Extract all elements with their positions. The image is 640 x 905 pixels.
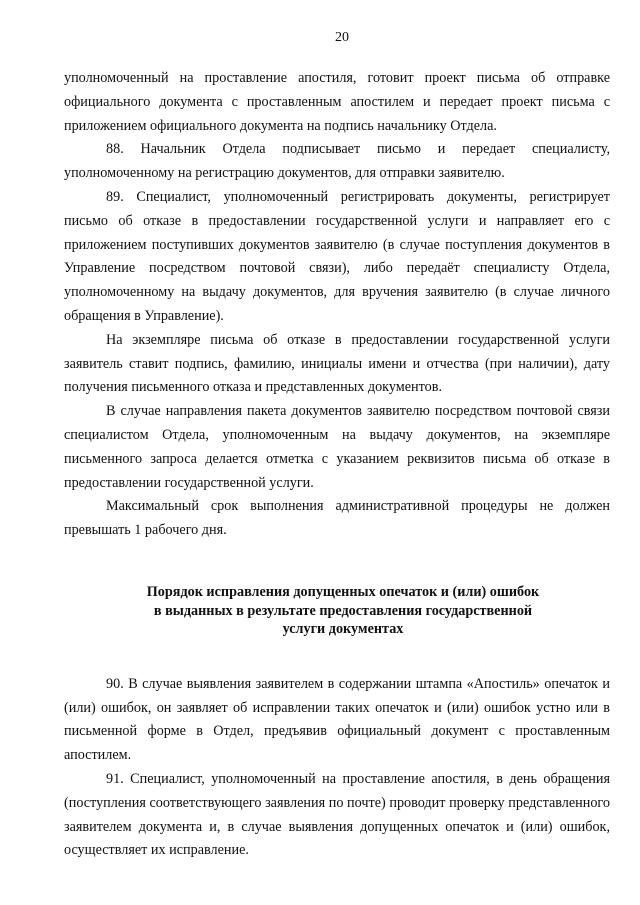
section-heading-line-3: услуги документах bbox=[282, 621, 404, 638]
page-number: 20 bbox=[335, 30, 349, 45]
paragraph-continuation: уполномоченный на проставление апостиля, готовит проект письма об отправке официального документа с проставленным апостилем и передает проект письма с приложением официального документа на подпись начальнику Отдела. bbox=[64, 70, 610, 134]
paragraph-refusal-copy: На экземпляре письма об отказе в предоставлении государственной услуги заявитель ставит подпись, фамилию, инициалы имени и отчества (при наличии), дату получения письменного отказа и представленных документов. bbox=[64, 331, 610, 396]
paragraph-postal-delivery: В случае направления пакета документов заявителю посредством почтовой связи специалистом Отдела, уполномоченным на выдачу документов, на экземпляре письменного запроса делается отметка с указанием реквизитов письма об отказе в предоставлении государственной услуги. bbox=[64, 403, 610, 491]
paragraph-89: 89. Специалист, уполномоченный регистрировать документы, регистрирует письмо об отказе в предоставлении государственной услуги и направляет его с приложением поступивших документов заявителю (в случае поступления документов в Управление посредством почтовой связи), либо передаёт специалисту Отдела, уполномоченному на выдачу документов, для вручения заявителю (в случае личного обращения в Управление). bbox=[64, 188, 610, 324]
section-heading bbox=[64, 583, 610, 639]
paragraph-90: 90. В случае выявления заявителем в содержании штампа «Апостиль» опечаток и (или) ошибок, он заявляет об исправлении таких опечаток и (или) ошибок устно или в письменной форме в Отдел, предъявив официальный документ с проставленным апостилем. bbox=[64, 675, 610, 764]
paragraph-91: 91. Специалист, уполномоченный на проставление апостиля, в день обращения (поступления соответствующего заявления по почте) проводит проверку представленного заявителем документа и, в случае выявления допущенных опечаток и (или) ошибок, осуществляет их исправление. bbox=[64, 770, 610, 859]
paragraph-max-term: Максимальный срок выполнения административной процедуры не должен превышать 1 рабочего дня. bbox=[64, 498, 610, 539]
section-heading-line-1: Порядок исправления допущенных опечаток и (или) ошибок bbox=[146, 583, 540, 600]
section-heading-line-2: в выданных в результате предоставления государственной bbox=[153, 602, 533, 619]
paragraph-88: 88. Начальник Отдела подписывает письмо и передает специалисту, уполномоченному на регистрацию документов, для отправки заявителю. bbox=[64, 141, 610, 182]
